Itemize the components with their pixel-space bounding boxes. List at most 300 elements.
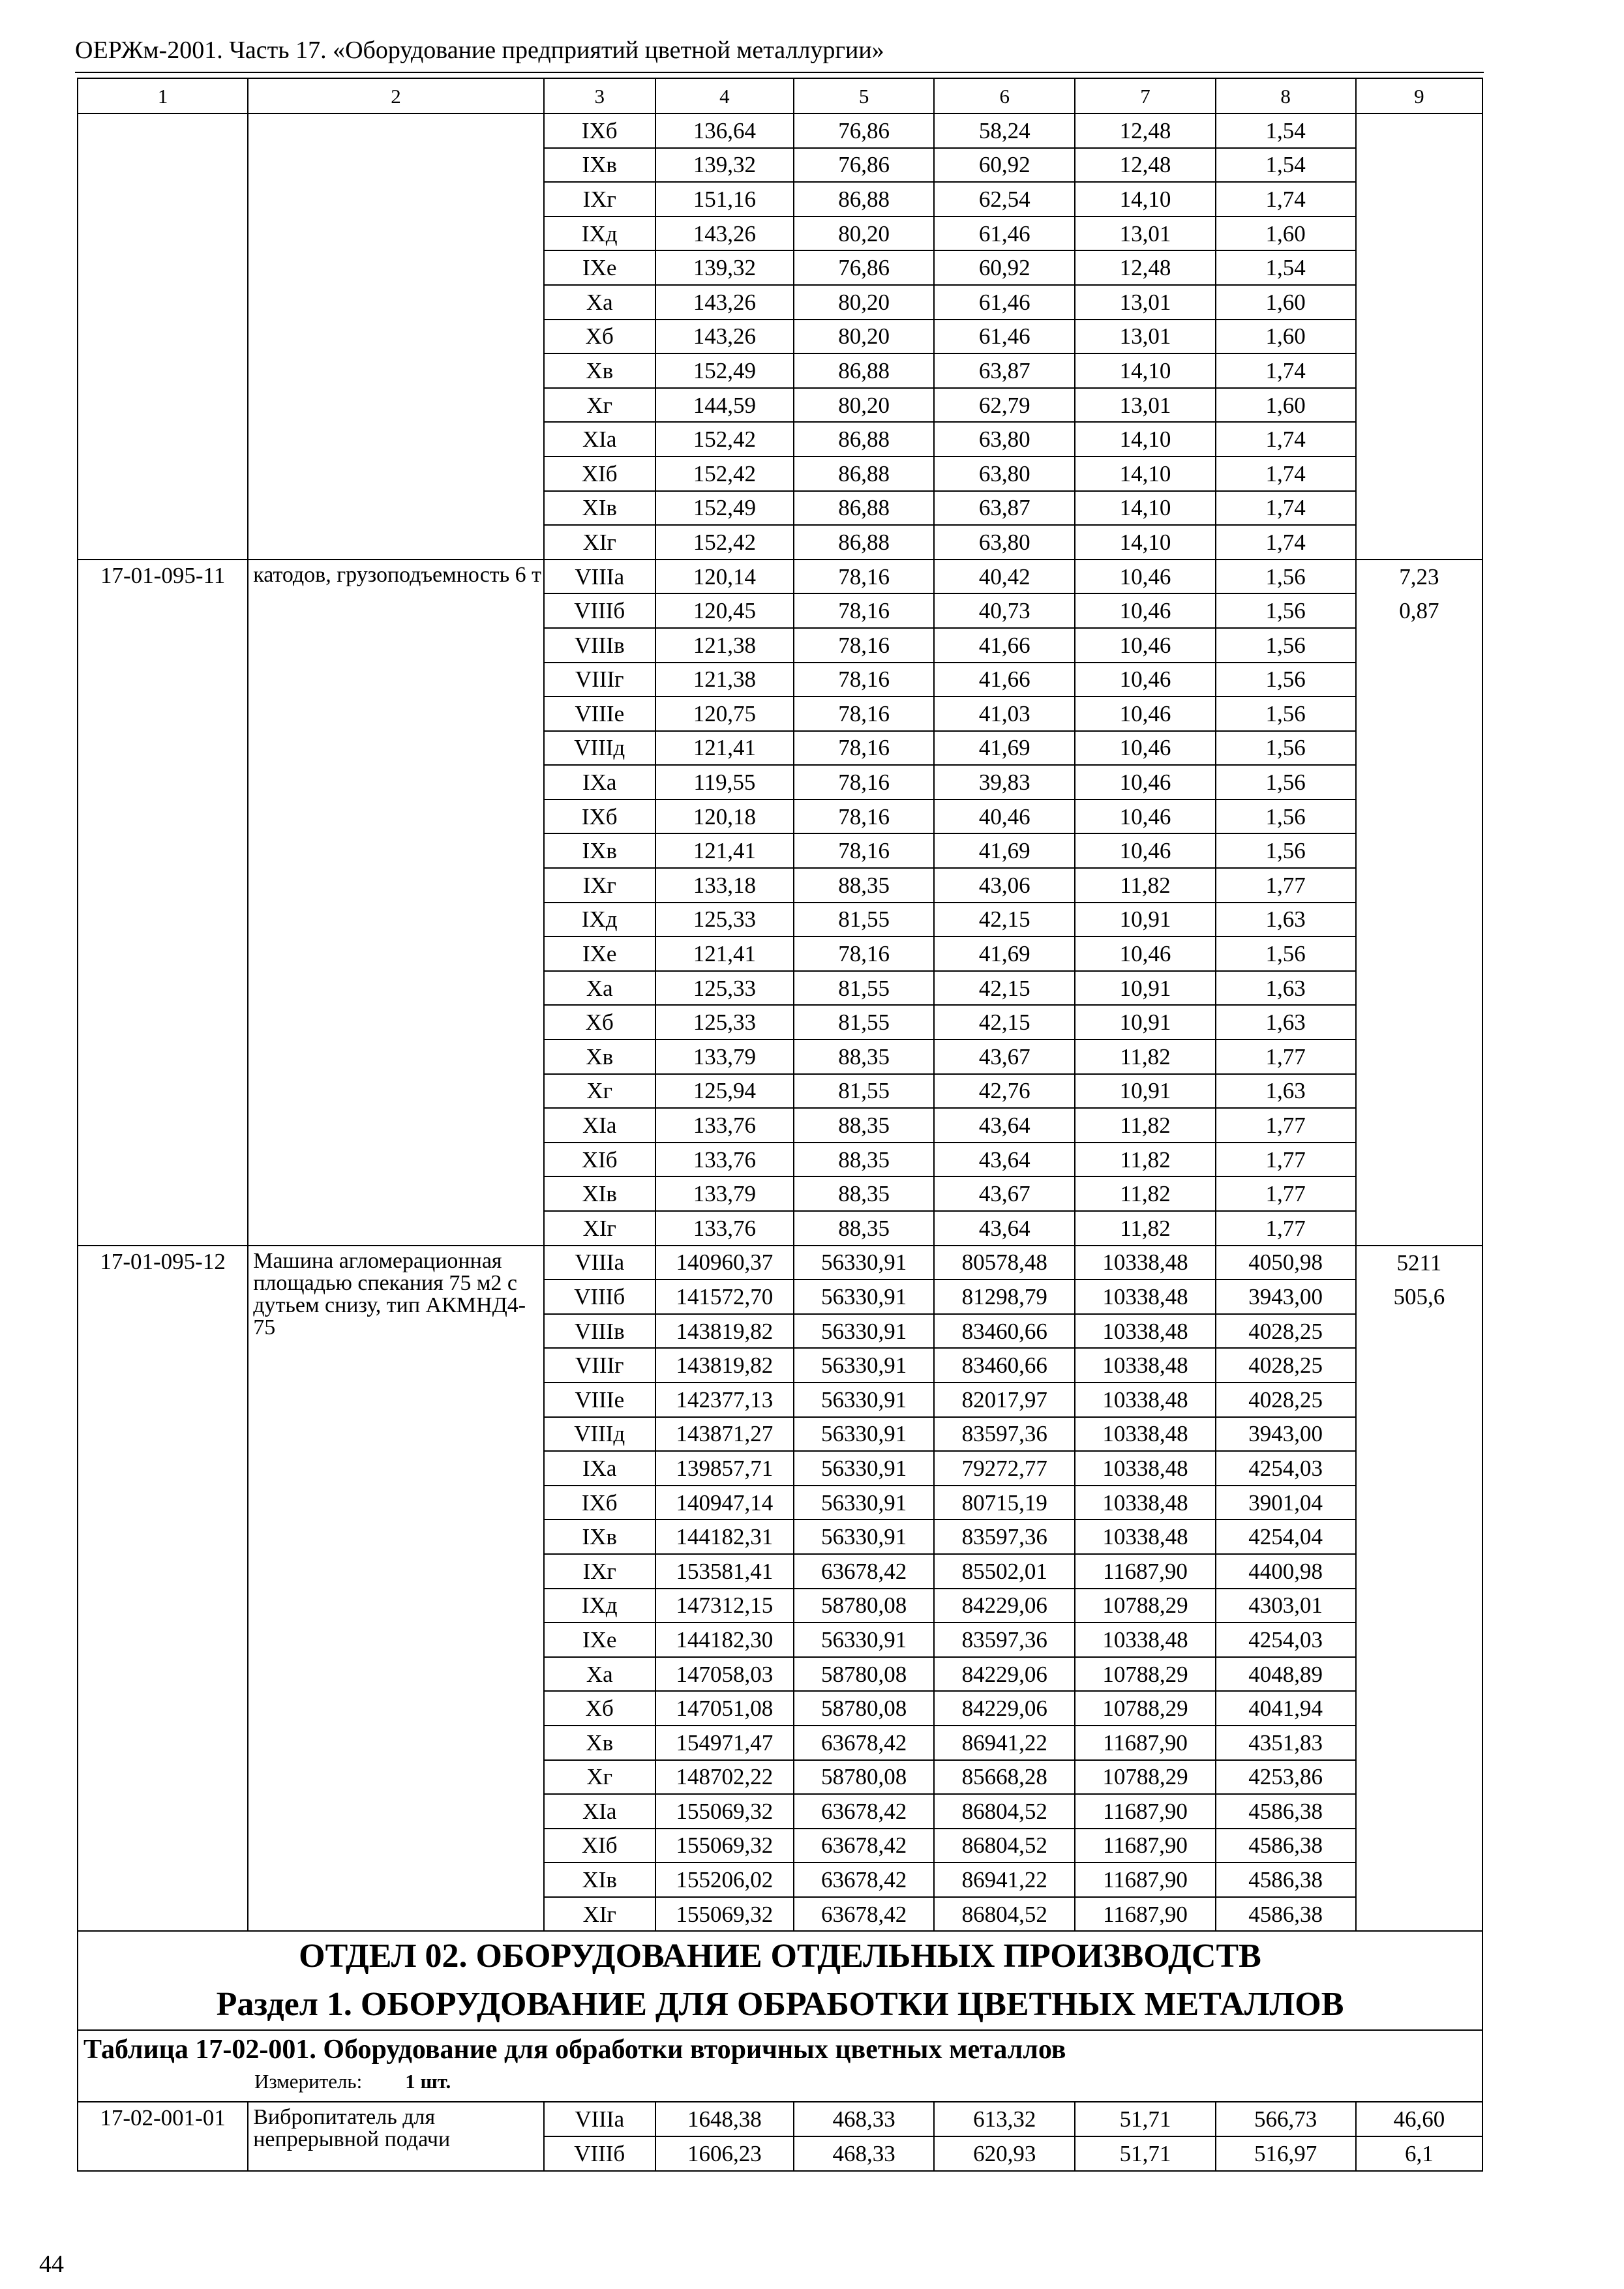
col9-value (1356, 1074, 1482, 1109)
cell-value-col5: 76,86 (794, 113, 934, 148)
zone-code: IXв (544, 833, 655, 868)
cell-value-col5: 78,16 (794, 560, 934, 594)
cell-value-col5: 76,86 (794, 148, 934, 183)
cell-value-col6: 40,46 (934, 800, 1075, 834)
cell-value-col4: 143819,82 (655, 1348, 794, 1383)
column-number: 3 (544, 78, 655, 113)
col9-value (1356, 1760, 1482, 1795)
cell-value-col7: 10338,48 (1075, 1246, 1215, 1280)
table-row (78, 560, 1482, 594)
cell-value-col5: 63678,42 (794, 1897, 934, 1932)
cell-value-col4: 133,79 (655, 1176, 794, 1211)
cell-value-col5: 88,35 (794, 1143, 934, 1177)
cell-value-col5: 56330,91 (794, 1279, 934, 1314)
column-number: 2 (248, 78, 543, 113)
cell-value-col5: 88,35 (794, 1176, 934, 1211)
cell-value-col8: 4351,83 (1216, 1726, 1356, 1760)
zone-code: IXд (544, 903, 655, 937)
cell-value-col6: 80715,19 (934, 1486, 1075, 1520)
cell-value-col7: 10338,48 (1075, 1451, 1215, 1486)
column-number: 8 (1216, 78, 1356, 113)
col9-value (1356, 1040, 1482, 1074)
cell-value-col4: 143871,27 (655, 1417, 794, 1452)
table-row (78, 2102, 1482, 2136)
cell-value-col7: 10,46 (1075, 800, 1215, 834)
cell-value-col4: 121,38 (655, 663, 794, 697)
col9-value (1356, 1623, 1482, 1657)
cell-value-col8: 516,97 (1216, 2136, 1356, 2171)
zone-code: IXд (544, 1589, 655, 1623)
cell-value-col6: 86941,22 (934, 1726, 1075, 1760)
cell-value-col8: 566,73 (1216, 2102, 1356, 2136)
column-number: 7 (1075, 78, 1215, 113)
col9-value: 5211 (1356, 1246, 1482, 1280)
cell-value-col8: 1,60 (1216, 320, 1356, 354)
cell-value-col6: 39,83 (934, 765, 1075, 800)
cell-value-col5: 80,20 (794, 217, 934, 251)
cell-value-col7: 10788,29 (1075, 1657, 1215, 1692)
cell-value-col4: 1648,38 (655, 2102, 794, 2136)
zone-code: IXг (544, 1554, 655, 1589)
cell-value-col6: 80578,48 (934, 1246, 1075, 1280)
cell-value-col6: 43,64 (934, 1143, 1075, 1177)
cell-value-col4: 144182,31 (655, 1519, 794, 1554)
cell-value-col4: 133,76 (655, 1143, 794, 1177)
cell-value-col5: 86,88 (794, 422, 934, 456)
cell-value-col8: 1,56 (1216, 936, 1356, 971)
zone-code: XIв (544, 1863, 655, 1897)
col9-value (1356, 628, 1482, 663)
cell-value-col5: 78,16 (794, 765, 934, 800)
cell-value-col8: 4586,38 (1216, 1794, 1356, 1829)
cell-value-col6: 41,69 (934, 833, 1075, 868)
cell-value-col5: 80,20 (794, 388, 934, 423)
cell-value-col8: 1,63 (1216, 1074, 1356, 1109)
cell-value-col4: 152,42 (655, 422, 794, 456)
cell-value-col7: 11,82 (1075, 1108, 1215, 1143)
cell-value-col7: 11,82 (1075, 1211, 1215, 1246)
zone-code: VIIIд (544, 731, 655, 766)
col9-value (1356, 731, 1482, 766)
cell-value-col7: 14,10 (1075, 456, 1215, 491)
col9-value: 46,60 (1356, 2102, 1482, 2136)
cell-value-col5: 63678,42 (794, 1554, 934, 1589)
cell-value-col8: 3943,00 (1216, 1417, 1356, 1452)
col9-value (1356, 1383, 1482, 1417)
zone-code: Xв (544, 1040, 655, 1074)
cell-value-col7: 10,46 (1075, 593, 1215, 628)
cell-value-col8: 1,56 (1216, 628, 1356, 663)
zone-code: XIг (544, 525, 655, 560)
zone-code: XIг (544, 1211, 655, 1246)
cell-value-col4: 152,49 (655, 491, 794, 526)
cell-value-col7: 10,46 (1075, 731, 1215, 766)
section-title: Раздел 1. ОБОРУДОВАНИЕ ДЛЯ ОБРАБОТКИ ЦВЕТНЫХ МЕТАЛЛОВ (216, 1986, 1344, 2024)
cell-value-col6: 60,92 (934, 250, 1075, 285)
cell-value-col6: 41,69 (934, 731, 1075, 766)
cell-value-col7: 10338,48 (1075, 1519, 1215, 1554)
zone-code: XIв (544, 491, 655, 526)
cell-value-col7: 11,82 (1075, 1143, 1215, 1177)
cell-value-col8: 1,74 (1216, 525, 1356, 560)
col9-value (1356, 1143, 1482, 1177)
col9-value (1356, 250, 1482, 285)
zone-code: Xб (544, 320, 655, 354)
zone-code: Xв (544, 1726, 655, 1760)
cell-value-col7: 10,46 (1075, 936, 1215, 971)
cell-value-col4: 152,42 (655, 525, 794, 560)
cell-value-col5: 63678,42 (794, 1863, 934, 1897)
cell-value-col4: 152,49 (655, 353, 794, 388)
zone-code: XIа (544, 422, 655, 456)
cell-value-col6: 43,06 (934, 868, 1075, 903)
zone-code: VIIIб (544, 593, 655, 628)
cell-value-col7: 10,46 (1075, 833, 1215, 868)
cell-value-col6: 41,66 (934, 628, 1075, 663)
cell-value-col5: 86,88 (794, 491, 934, 526)
cell-value-col6: 43,67 (934, 1176, 1075, 1211)
cell-value-col8: 4028,25 (1216, 1314, 1356, 1349)
cell-value-col8: 1,56 (1216, 560, 1356, 594)
cell-value-col4: 125,33 (655, 1005, 794, 1040)
cell-value-col7: 14,10 (1075, 491, 1215, 526)
table-caption-row (78, 2030, 1482, 2102)
cell-value-col6: 42,15 (934, 903, 1075, 937)
cell-value-col7: 10,91 (1075, 971, 1215, 1006)
zone-code: VIIIг (544, 663, 655, 697)
col9-value (1356, 1005, 1482, 1040)
cell-value-col5: 63678,42 (794, 1726, 934, 1760)
cell-value-col6: 43,64 (934, 1108, 1075, 1143)
cell-value-col5: 56330,91 (794, 1486, 934, 1520)
cell-value-col7: 10,91 (1075, 1005, 1215, 1040)
zone-code: Xа (544, 285, 655, 320)
rates-table (77, 78, 1483, 2172)
zone-code: VIIIе (544, 696, 655, 731)
col9-value (1356, 1863, 1482, 1897)
department-title: ОТДЕЛ 02. ОБОРУДОВАНИЕ ОТДЕЛЬНЫХ ПРОИЗВОДСТВ (299, 1937, 1261, 1975)
cell-value-col7: 14,10 (1075, 182, 1215, 217)
cell-value-col6: 43,67 (934, 1040, 1075, 1074)
cell-value-col6: 42,15 (934, 971, 1075, 1006)
cell-value-col5: 56330,91 (794, 1314, 934, 1349)
zone-code: IXб (544, 800, 655, 834)
zone-code: IXд (544, 217, 655, 251)
cell-value-col5: 78,16 (794, 833, 934, 868)
col9-value (1356, 1108, 1482, 1143)
cell-value-col4: 121,41 (655, 833, 794, 868)
col9-value (1356, 833, 1482, 868)
zone-code: VIIIб (544, 1279, 655, 1314)
cell-value-col6: 81298,79 (934, 1279, 1075, 1314)
zone-code: IXе (544, 936, 655, 971)
cell-value-col5: 63678,42 (794, 1794, 934, 1829)
cell-value-col6: 613,32 (934, 2102, 1075, 2136)
zone-code: VIIIа (544, 560, 655, 594)
col9-value (1356, 456, 1482, 491)
item-code (78, 113, 248, 560)
cell-value-col8: 1,74 (1216, 456, 1356, 491)
cell-value-col5: 58780,08 (794, 1657, 934, 1692)
col9-value (1356, 1417, 1482, 1452)
cell-value-col5: 56330,91 (794, 1417, 934, 1452)
cell-value-col4: 147312,15 (655, 1589, 794, 1623)
zone-code: Xа (544, 971, 655, 1006)
item-code: 17-02-001-01 (78, 2102, 248, 2170)
cell-value-col4: 144,59 (655, 388, 794, 423)
zone-code: Xг (544, 1074, 655, 1109)
cell-value-col4: 120,18 (655, 800, 794, 834)
zone-code: XIа (544, 1794, 655, 1829)
cell-value-col5: 58780,08 (794, 1691, 934, 1726)
cell-value-col7: 10338,48 (1075, 1486, 1215, 1520)
cell-value-col5: 81,55 (794, 1074, 934, 1109)
cell-value-col5: 86,88 (794, 182, 934, 217)
cell-value-col6: 42,76 (934, 1074, 1075, 1109)
cell-value-col7: 14,10 (1075, 525, 1215, 560)
cell-value-col5: 56330,91 (794, 1451, 934, 1486)
cell-value-col5: 56330,91 (794, 1519, 934, 1554)
cell-value-col4: 133,79 (655, 1040, 794, 1074)
cell-value-col4: 140947,14 (655, 1486, 794, 1520)
cell-value-col5: 78,16 (794, 663, 934, 697)
zone-code: VIIIа (544, 2102, 655, 2136)
cell-value-col4: 125,33 (655, 971, 794, 1006)
cell-value-col6: 63,87 (934, 491, 1075, 526)
cell-value-col4: 141572,70 (655, 1279, 794, 1314)
cell-value-col5: 80,20 (794, 285, 934, 320)
cell-value-col8: 1,63 (1216, 903, 1356, 937)
cell-value-col5: 63678,42 (794, 1829, 934, 1863)
cell-value-col5: 86,88 (794, 525, 934, 560)
cell-value-col5: 88,35 (794, 1040, 934, 1074)
cell-value-col4: 155206,02 (655, 1863, 794, 1897)
item-code: 17-01-095-11 (78, 560, 248, 1246)
zone-code: IXа (544, 1451, 655, 1486)
cell-value-col5: 468,33 (794, 2102, 934, 2136)
cell-value-col7: 11687,90 (1075, 1829, 1215, 1863)
cell-value-col6: 40,73 (934, 593, 1075, 628)
cell-value-col5: 78,16 (794, 936, 934, 971)
cell-value-col6: 84229,06 (934, 1589, 1075, 1623)
col9-value (1356, 1657, 1482, 1692)
cell-value-col6: 40,42 (934, 560, 1075, 594)
cell-value-col5: 56330,91 (794, 1383, 934, 1417)
col9-value (1356, 868, 1482, 903)
page-header: ОЕРЖм-2001. Часть 17. «Оборудование предприятий цветной металлургии» (75, 37, 884, 64)
cell-value-col7: 10,46 (1075, 696, 1215, 731)
cell-value-col5: 86,88 (794, 353, 934, 388)
cell-value-col8: 4041,94 (1216, 1691, 1356, 1726)
cell-value-col6: 63,80 (934, 456, 1075, 491)
cell-value-col4: 139,32 (655, 148, 794, 183)
cell-value-col7: 11687,90 (1075, 1863, 1215, 1897)
cell-value-col8: 3901,04 (1216, 1486, 1356, 1520)
cell-value-col8: 1,77 (1216, 868, 1356, 903)
cell-value-col7: 10338,48 (1075, 1348, 1215, 1383)
col9-value (1356, 491, 1482, 526)
cell-value-col4: 133,18 (655, 868, 794, 903)
col9-value (1356, 182, 1482, 217)
cell-value-col8: 4303,01 (1216, 1589, 1356, 1623)
cell-value-col8: 1,63 (1216, 971, 1356, 1006)
cell-value-col7: 10338,48 (1075, 1383, 1215, 1417)
cell-value-col8: 1,77 (1216, 1176, 1356, 1211)
cell-value-col4: 153581,41 (655, 1554, 794, 1589)
cell-value-col7: 11687,90 (1075, 1554, 1215, 1589)
zone-code: IXб (544, 113, 655, 148)
cell-value-col8: 1,56 (1216, 833, 1356, 868)
cell-value-col7: 13,01 (1075, 320, 1215, 354)
measure-label: Измеритель: (254, 2070, 363, 2093)
col9-value (1356, 971, 1482, 1006)
cell-value-col6: 84229,06 (934, 1691, 1075, 1726)
cell-value-col8: 4400,98 (1216, 1554, 1356, 1589)
cell-value-col8: 1,54 (1216, 250, 1356, 285)
cell-value-col5: 81,55 (794, 903, 934, 937)
col9-value (1356, 1554, 1482, 1589)
cell-value-col5: 80,20 (794, 320, 934, 354)
cell-value-col4: 120,45 (655, 593, 794, 628)
department-heading (78, 1931, 1482, 2030)
zone-code: Xг (544, 1760, 655, 1795)
cell-value-col8: 1,56 (1216, 731, 1356, 766)
cell-value-col4: 139,32 (655, 250, 794, 285)
cell-value-col4: 136,64 (655, 113, 794, 148)
cell-value-col7: 10,91 (1075, 903, 1215, 937)
col9-value (1356, 285, 1482, 320)
col9-value: 0,87 (1356, 593, 1482, 628)
cell-value-col6: 60,92 (934, 148, 1075, 183)
cell-value-col4: 120,14 (655, 560, 794, 594)
cell-value-col6: 61,46 (934, 217, 1075, 251)
cell-value-col6: 83460,66 (934, 1314, 1075, 1349)
cell-value-col7: 13,01 (1075, 285, 1215, 320)
cell-value-col8: 4254,03 (1216, 1623, 1356, 1657)
cell-value-col4: 143,26 (655, 217, 794, 251)
col9-value (1356, 217, 1482, 251)
cell-value-col7: 12,48 (1075, 113, 1215, 148)
zone-code: Xг (544, 388, 655, 423)
cell-value-col6: 63,80 (934, 422, 1075, 456)
cell-value-col8: 1,74 (1216, 182, 1356, 217)
cell-value-col6: 86941,22 (934, 1863, 1075, 1897)
cell-value-col6: 620,93 (934, 2136, 1075, 2171)
cell-value-col5: 81,55 (794, 971, 934, 1006)
item-name: Машина агломерационная площадью спекания 75 м2 с дутьем снизу, тип АКМНД4-75 (248, 1246, 543, 1932)
col9-value (1356, 1897, 1482, 1932)
col9-value (1356, 1519, 1482, 1554)
cell-value-col6: 41,69 (934, 936, 1075, 971)
cell-value-col7: 10,91 (1075, 1074, 1215, 1109)
column-number-row (78, 78, 1482, 113)
cell-value-col4: 155069,32 (655, 1829, 794, 1863)
cell-value-col7: 10788,29 (1075, 1589, 1215, 1623)
cell-value-col4: 143,26 (655, 285, 794, 320)
cell-value-col8: 4028,25 (1216, 1348, 1356, 1383)
col9-value (1356, 1589, 1482, 1623)
cell-value-col7: 13,01 (1075, 388, 1215, 423)
cell-value-col6: 61,46 (934, 285, 1075, 320)
cell-value-col5: 468,33 (794, 2136, 934, 2171)
zone-code: Xб (544, 1691, 655, 1726)
cell-value-col6: 83597,36 (934, 1417, 1075, 1452)
zone-code: VIIIд (544, 1417, 655, 1452)
cell-value-col7: 12,48 (1075, 148, 1215, 183)
col9-value (1356, 663, 1482, 697)
cell-value-col5: 56330,91 (794, 1246, 934, 1280)
col9-value (1356, 353, 1482, 388)
zone-code: XIв (544, 1176, 655, 1211)
cell-value-col6: 79272,77 (934, 1451, 1075, 1486)
cell-value-col8: 1,77 (1216, 1143, 1356, 1177)
cell-value-col5: 76,86 (794, 250, 934, 285)
column-number: 6 (934, 78, 1075, 113)
cell-value-col6: 58,24 (934, 113, 1075, 148)
zone-code: IXг (544, 868, 655, 903)
zone-code: IXа (544, 765, 655, 800)
cell-value-col4: 155069,32 (655, 1897, 794, 1932)
cell-value-col8: 4050,98 (1216, 1246, 1356, 1280)
cell-value-col7: 11687,90 (1075, 1794, 1215, 1829)
item-name: Вибропитатель для непрерывной подачи (248, 2102, 543, 2170)
cell-value-col4: 133,76 (655, 1211, 794, 1246)
cell-value-col7: 11,82 (1075, 1040, 1215, 1074)
cell-value-col8: 4586,38 (1216, 1897, 1356, 1932)
col9-value (1356, 1794, 1482, 1829)
cell-value-col6: 41,03 (934, 696, 1075, 731)
cell-value-col4: 121,41 (655, 936, 794, 971)
cell-value-col5: 88,35 (794, 1108, 934, 1143)
zone-code: IXе (544, 250, 655, 285)
cell-value-col8: 1,56 (1216, 765, 1356, 800)
cell-value-col5: 56330,91 (794, 1348, 934, 1383)
cell-value-col8: 1,54 (1216, 113, 1356, 148)
zone-code: Xа (544, 1657, 655, 1692)
cell-value-col4: 139857,71 (655, 1451, 794, 1486)
cell-value-col8: 4254,04 (1216, 1519, 1356, 1554)
cell-value-col8: 4254,03 (1216, 1451, 1356, 1486)
cell-value-col8: 1,54 (1216, 148, 1356, 183)
cell-value-col4: 154971,47 (655, 1726, 794, 1760)
item-code: 17-01-095-12 (78, 1246, 248, 1932)
col9-value (1356, 903, 1482, 937)
cell-value-col6: 85502,01 (934, 1554, 1075, 1589)
zone-code: XIб (544, 1143, 655, 1177)
zone-code: XIг (544, 1897, 655, 1932)
zone-code: Xб (544, 1005, 655, 1040)
cell-value-col4: 125,33 (655, 903, 794, 937)
cell-value-col6: 63,80 (934, 525, 1075, 560)
cell-value-col6: 63,87 (934, 353, 1075, 388)
col9-value (1356, 422, 1482, 456)
col9-value: 7,23 (1356, 560, 1482, 594)
cell-value-col7: 10,46 (1075, 663, 1215, 697)
cell-value-col6: 62,54 (934, 182, 1075, 217)
cell-value-col6: 84229,06 (934, 1657, 1075, 1692)
col9-value (1356, 1451, 1482, 1486)
cell-value-col7: 14,10 (1075, 353, 1215, 388)
cell-value-col7: 13,01 (1075, 217, 1215, 251)
col9-value (1356, 1314, 1482, 1349)
col9-value (1356, 525, 1482, 560)
cell-value-col6: 61,46 (934, 320, 1075, 354)
cell-value-col4: 121,41 (655, 731, 794, 766)
cell-value-col8: 1,74 (1216, 491, 1356, 526)
cell-value-col7: 51,71 (1075, 2102, 1215, 2136)
column-number: 1 (78, 78, 248, 113)
zone-code: IXв (544, 148, 655, 183)
